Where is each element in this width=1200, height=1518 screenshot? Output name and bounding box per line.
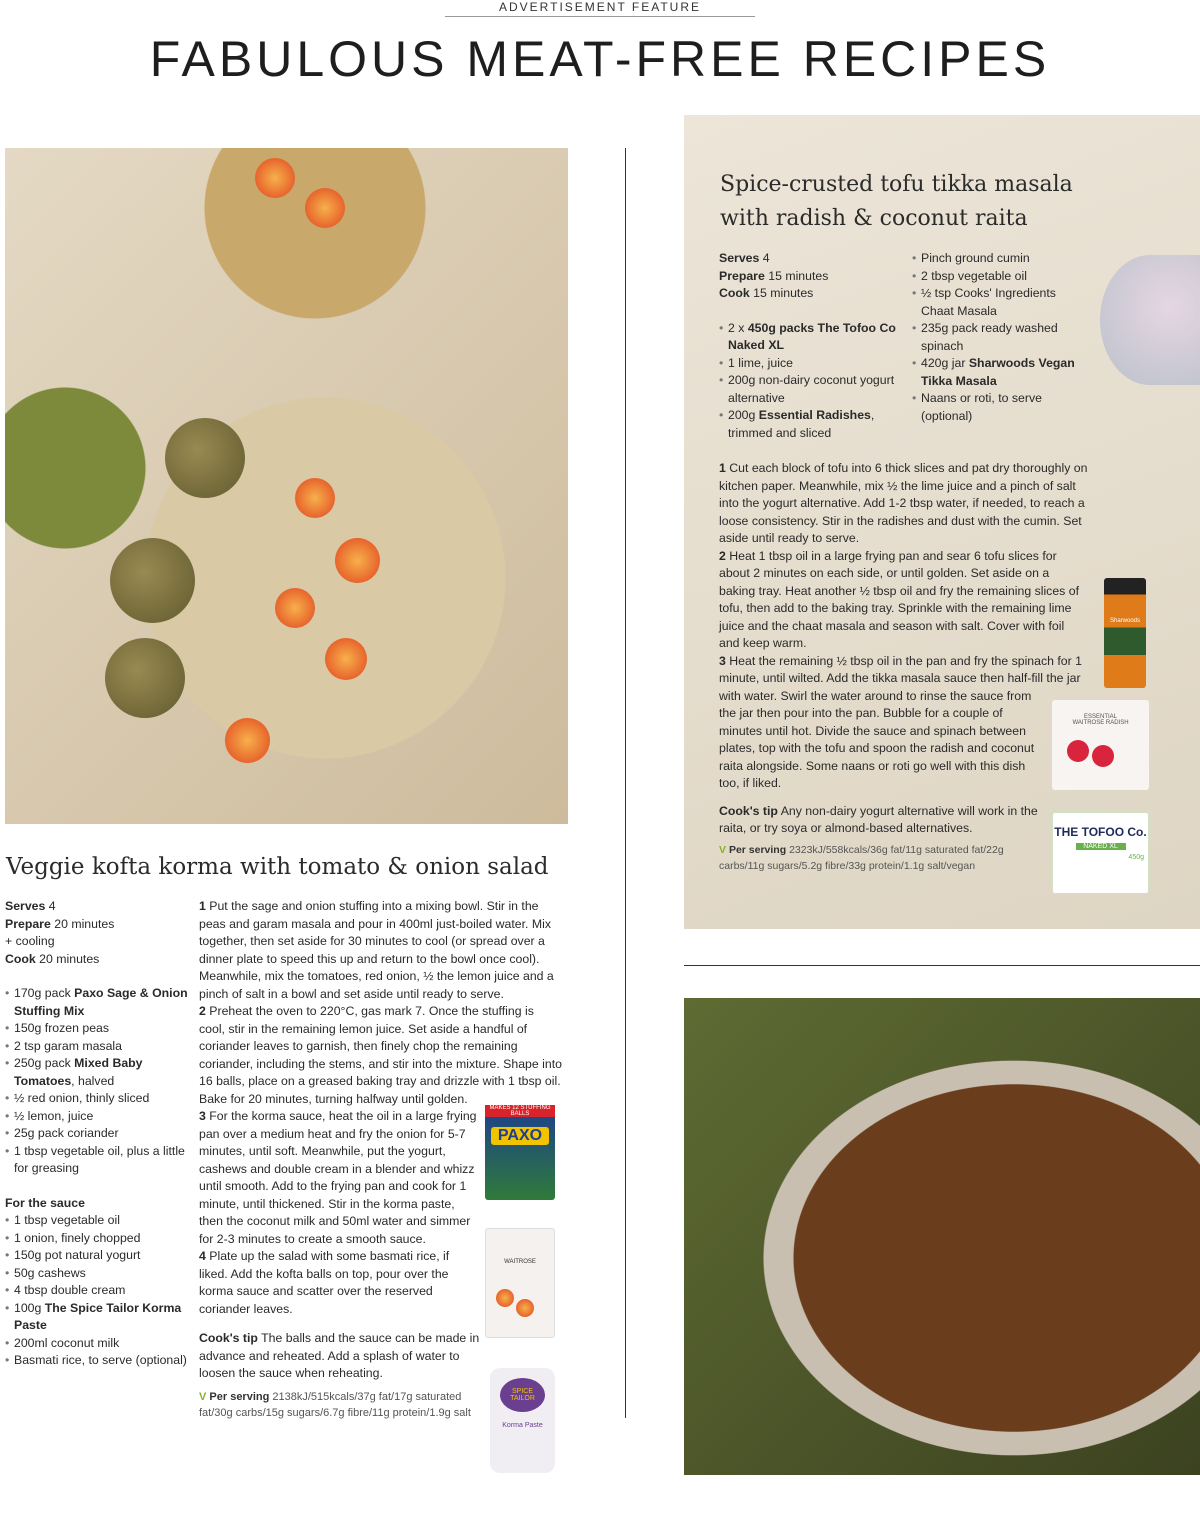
- recipe-title: Spice-crusted tofu tikka masala with radish & coconut raita: [720, 172, 1073, 231]
- ingredient-item: [5, 1300, 190, 1335]
- step-text: For the korma sauce, heat the oil in a large frying pan over a medium heat and fry the onion for 5-7 minutes, until soft. Meanwhile, put the yogurt, cashews and double cream in a blender and whizz until smooth. Add to the frying pan and cook for 1 minute, until thickened. Stir in the korma paste, then the coconut milk and 50ml water and simmer for 2-3 minutes to create a smooth sauce.: [199, 1109, 477, 1246]
- ingredient-item: [5, 1352, 190, 1370]
- ingredient-item: [912, 320, 1077, 355]
- ingredient-item: [5, 1125, 190, 1143]
- ingredient-item: [5, 1038, 190, 1056]
- ingredient-text: 150g pot natural yogurt: [14, 1248, 141, 1262]
- ingredient-text: , trimmed and sliced: [728, 408, 875, 440]
- raita-bowl-photo: [1100, 255, 1200, 385]
- ingredient-item: [719, 407, 909, 442]
- ingredient-text: Sharwoods Vegan Tikka Masala: [921, 356, 1075, 388]
- ingredient-text: 170g pack: [14, 986, 75, 1000]
- recipe-ingredients: Serves 4 Prepare 20 minutes + cooling Cook 20 minutes • 170g pack Paxo Sage & Onion Stuffing Mix • 150g frozen peas • 2 tsp garam masala • 250g pack Mixed Baby Tomatoes, halved • ½ red onion, thinly sliced • ½ lemon, juice • 25g pack coriander • 1 tbsp vegetable oil, plus a little for greasing For the sauce • 1 tbsp vegetable oil • 1 onion, finely chopped • 150g pot natural yogurt • 50g cashews • 4 tbsp double cream • 100g The Spice Tailor Korma Paste • 200ml coconut milk • Basmati rice, to serve (optional): [5, 898, 190, 1370]
- method-step: [719, 548, 1089, 653]
- ingredient-item: [912, 250, 1077, 268]
- ingredient-text: 450g packs The Tofoo Co Naked XL: [728, 320, 896, 352]
- step-number: 3: [719, 653, 726, 668]
- paxo-product-image: MAKES 12 STUFFING BALLS PAXO: [485, 1105, 555, 1200]
- method-step: [719, 460, 1089, 548]
- ingredient-text: 1 lime, juice: [728, 355, 793, 370]
- method-step: [199, 898, 564, 1003]
- page-title: FABULOUS MEAT-FREE RECIPES: [149, 31, 1051, 87]
- ingredient-item: [5, 985, 190, 1020]
- recipe-ingredients-2: [912, 250, 1077, 425]
- step-number: 2: [199, 1004, 206, 1018]
- ingredient-item: [719, 372, 909, 407]
- step-text: Preheat the oven to 220°C, gas mark 7. Once the stuffing is cool, stir in the remaining lemon juice. Set aside a handful of coriander leaves to garnish, then finely chop the remaining coriander, including the stems, and stir into the mixture. Shape into 16 balls, place on a greased baking tray and drizzle with 1 tbsp oil. Bake for 20 minutes, turning halfway until golden.: [199, 1004, 562, 1106]
- method-step: [199, 1003, 564, 1108]
- step-text: Plate up the salad with some basmati rice, if liked. Add the kofta balls on top, pour over the korma sauce and scatter over the reserved coriander leaves.: [199, 1249, 450, 1316]
- step-number: 1: [199, 899, 206, 913]
- step-number: 3: [199, 1109, 206, 1123]
- ingredient-text: 50g cashews: [14, 1265, 86, 1280]
- method-step: [719, 653, 1089, 793]
- ingredient-text: 100g: [14, 1300, 45, 1315]
- ingredient-text: Basmati rice, to serve (optional): [14, 1353, 187, 1367]
- cooks-tip: Cook's tip The balls and the sauce can be made in advance and reheated. Add a splash of water to loosen the sauce when reheating.: [199, 1331, 480, 1380]
- step-number: 1: [719, 461, 726, 475]
- nutrition-info: V Per serving 2138kJ/515kcals/37g fat/17g saturated fat/30g carbs/15g sugars/6.7g fibre/11g protein/1.9g salt: [199, 1390, 471, 1419]
- ingredient-item: [5, 1282, 190, 1300]
- kofta-korma-photo: [5, 148, 568, 824]
- step-text: Heat 1 tbsp oil in a large frying pan and sear 6 tofu slices for about 2 minutes on each side, or until golden. Set aside on a baking tray. Heat another ½ tbsp oil and fry the remaining slices of tofu, then add to the baking tray. Sprinkle with the remaining lime juice and the chaat masala and season with salt. Cover with foil and keep warm.: [719, 548, 1079, 650]
- ingredient-item: [5, 1090, 190, 1108]
- ingredient-text: 4 tbsp double cream: [14, 1283, 126, 1297]
- ingredient-text: Pinch ground cumin: [921, 251, 1030, 265]
- ingredient-text: ½ tsp Cooks' Ingredients Chaat Masala: [921, 286, 1056, 318]
- ingredient-item: [5, 1247, 190, 1265]
- sharwoods-product-image: Sharwoods: [1104, 578, 1146, 688]
- ingredient-text: 420g jar: [921, 356, 969, 370]
- ingredient-text: ½ red onion, thinly sliced: [14, 1091, 150, 1105]
- ingredient-item: [912, 268, 1077, 286]
- ingredient-text: The Spice Tailor Korma Paste: [14, 1300, 182, 1332]
- ingredient-item: [5, 1230, 190, 1248]
- spice-tailor-product-image: SPICE TAILOR Korma Paste: [490, 1368, 555, 1473]
- ingredient-item: [912, 390, 1077, 425]
- recipe-ingredients: Serves 4 Prepare 15 minutes Cook 15 minutes • 2 x 450g packs The Tofoo Co Naked XL • 1 lime, juice • 200g non-dairy coconut yogurt alternative • 200g Essential Radishes, trimmed and sliced: [719, 250, 909, 442]
- section-divider: [684, 965, 1200, 966]
- ingredient-text: 200g: [728, 408, 759, 422]
- ingredient-item: [5, 1212, 190, 1230]
- ingredient-item: [912, 285, 1077, 320]
- ingredient-text: 25g pack coriander: [14, 1126, 119, 1140]
- ingredient-text: 2 tbsp vegetable oil: [921, 268, 1027, 283]
- advertisement-kicker: ADVERTISEMENT FEATURE: [0, 0, 1200, 14]
- ingredient-text: , halved: [71, 1073, 115, 1088]
- ingredient-text: 150g frozen peas: [14, 1021, 110, 1035]
- cooks-tip: Cook's tip Any non-dairy yogurt alternative will work in the raita, or try soya or almond-based alternatives.: [719, 803, 1038, 835]
- ingredient-text: 1 tbsp vegetable oil: [14, 1213, 120, 1227]
- ingredient-text: 1 onion, finely chopped: [14, 1230, 141, 1245]
- step-text: Heat the remaining ½ tbsp oil in the pan and fry the spinach for 1 minute, until wilted. Add the tikka masala sauce then half-fill the jar with water. Swirl the water around to rinse the sauce from the jar then pour into the pan. Bubble for a couple of minutes until hot. Divide the sauce and spinach between plates, top with the tofu and spoon the radish and coconut raita alongside. Some naans or roti go well with this dish too, if liked.: [719, 653, 1082, 790]
- ingredient-text: 200ml coconut milk: [14, 1335, 120, 1350]
- ingredient-item: [5, 1335, 190, 1353]
- ingredient-item: [719, 355, 909, 373]
- recipe-title: Veggie kofta korma with tomato & onion salad: [6, 854, 549, 880]
- ingredient-item: [5, 1265, 190, 1283]
- lentil-lasagne-photo: [684, 998, 1200, 1475]
- ingredient-text: Mixed Baby Tomatoes: [14, 1056, 143, 1088]
- recipe-method: [719, 460, 1089, 902]
- step-text: Put the sage and onion stuffing into a mixing bowl. Stir in the peas and garam masala and pour in 400ml just-boiled water. Mix together, then set aside for 30 minutes to cool (or spread over a dinner plate to speed this up and return to the bowl once cool). Meanwhile, mix the tomatoes, red onion, ½ the lemon juice and a pinch of salt in a bowl and set aside until ready to serve.: [199, 899, 554, 1001]
- ingredient-text: 2 tsp garam masala: [14, 1038, 122, 1053]
- ingredient-item: [5, 1055, 190, 1090]
- tomatoes-product-image: WAITROSE: [485, 1228, 555, 1338]
- step-number: 4: [199, 1249, 206, 1263]
- ingredient-item: [5, 1143, 190, 1178]
- ingredient-text: Naans or roti, to serve (optional): [921, 391, 1042, 423]
- ingredient-text: Paxo Sage & Onion Stuffing Mix: [14, 986, 188, 1018]
- radish-product-image: ESSENTIAL WAITROSE RADISH: [1052, 700, 1149, 790]
- ingredient-text: 250g pack: [14, 1056, 75, 1070]
- tofoo-product-image: THE TOFOO Co. NAKED XL 450g: [1052, 812, 1149, 894]
- step-text: Cut each block of tofu into 6 thick slices and pat dry thoroughly on kitchen paper. Meanwhile, mix ½ the lime juice and a pinch of salt into the yogurt alternative. Add 1-2 tbsp water, if needed, to reach a loose consistency. Stir in the radishes and dust with the cumin. Set aside until ready to serve.: [719, 461, 1088, 545]
- ingredient-item: [912, 355, 1077, 390]
- ingredient-text: 200g non-dairy coconut yogurt alternative: [728, 373, 895, 405]
- ingredient-text: ½ lemon, juice: [14, 1108, 94, 1123]
- ingredient-text: 235g pack ready washed spinach: [921, 321, 1058, 353]
- ingredient-item: [5, 1108, 190, 1126]
- ingredient-text: 2 x: [728, 320, 748, 335]
- ingredient-text: 1 tbsp vegetable oil, plus a little for greasing: [14, 1143, 185, 1175]
- column-divider: [625, 148, 626, 1418]
- nutrition-info: V Per serving 2323kJ/558kcals/36g fat/11g saturated fat/22g carbs/11g sugars/5.2g fibre/33g protein/1.1g salt/vegan: [719, 843, 1004, 872]
- ingredient-item: [5, 1020, 190, 1038]
- step-number: 2: [719, 548, 726, 563]
- ingredient-text: Essential Radishes: [758, 408, 871, 422]
- ingredient-item: [719, 320, 909, 355]
